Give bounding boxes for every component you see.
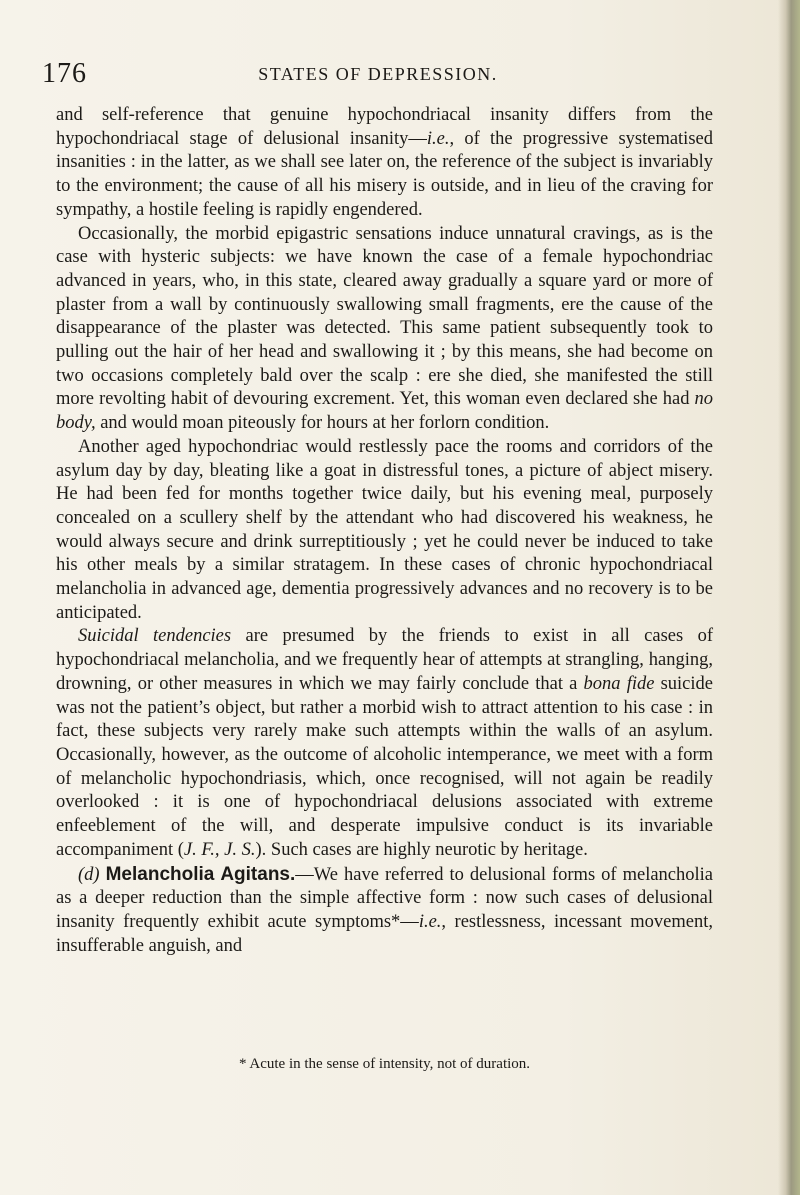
paragraph-2: Occasionally, the morbid epigastric sensations induce unnatural cravings, as is the case with hysteric subjects: we have known the case of a female hypochondriac advanced in years, who, in this state, cleared away gradually a square yard or more of plaster from a wall by continuously swallowing small fragments, ere the cause of the disappearance of the plaster was detected. This same patient subsequently took to pulling out the hair of her head and swallowing it ; by this means, she had become on two occasions completely bald over the scalp : ere she died, she manifested the still more revolting habit of devouring excrement. Yet, this woman even declared she had no body, and would moan piteously for hours at her forlorn condition. [56, 223, 713, 434]
page-edge-shadow [778, 0, 800, 1195]
running-title: STATES OF DEPRESSION. [258, 64, 498, 84]
section-heading: Melancholia Agitans. [105, 863, 296, 885]
paragraph-5: (d) Melancholia Agitans.—We have referred to delusional forms of melancholia as a deeper reduction than the simple affective form : now such cases of delusional insanity frequently exhibit acute symptoms*—i.e., restlessness, incessant movement, insufferable anguish, and [56, 863, 714, 956]
page-number: 176 [42, 58, 87, 89]
suicidal-tendencies-label: Suicidal tendencies [78, 626, 232, 647]
paragraph-1: and self-reference that genuine hypochondriacal insanity differs from the hypochondriacal stage of delusional insanity—i.e., of the progressive systematised insanities : in the latter, as we shall see later on, the reference of the subject is invariably to the environment; the cause of all his misery is outside, and in lieu of the craving for sympathy, a hostile feeling is rapidly engendered. [56, 105, 713, 220]
paragraph-3: Another aged hypochondriac would restlessly pace the rooms and corridors of the asylum day by day, bleating like a goat in distressful tones, a picture of abject misery. He had been fed for months together twice daily, but his evening meal, purposely concealed on a scullery shelf by the attendant who had discovered his weakness, he would always secure and drink surreptitiously ; yet he could never be induced to take his other meals by a similar stratagem. In these cases of chronic hypochondriacal melancholia in advanced age, dementia progressively advances and no recovery is to be anticipated. [56, 436, 713, 623]
section-marker: (d) [78, 864, 100, 885]
running-head [42, 58, 714, 94]
body-text [56, 104, 713, 958]
footnote: * Acute in the sense of intensity, not of duration. [238, 1056, 531, 1072]
paragraph-4: Suicidal tendencies are presumed by the friends to exist in all cases of hypochondriacal melancholia, and we frequently hear of attempts at strangling, hanging, drowning, or other measures in which we may fairly conclude that a bona fide suicide was not the patient’s object, but rather a morbid wish to attract attention to his case : in fact, these subjects very rarely make such attempts within the walls of an asylum. Occasionally, however, as the outcome of alcoholic intemperance, we meet with a form of melancholic hypochondriasis, which, once recognised, will not again be readily overlooked : it is one of hypochondriacal delusions associated with extreme enfeeblement of the will, and desperate impulsive conduct is its invariable accompaniment (J. F., J. S.). Such cases are highly neurotic by heritage. [56, 626, 713, 860]
